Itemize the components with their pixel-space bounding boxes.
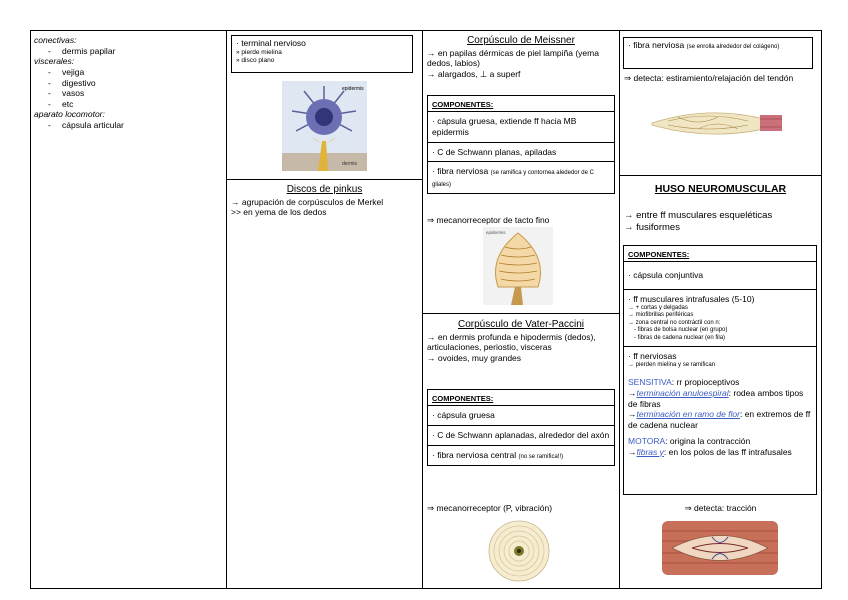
list-item: - dermis papilar: [44, 46, 223, 57]
viscerales-label: viscerales:: [34, 56, 75, 67]
fibras-gamma-text: : en los polos de las ff intrafusales: [663, 447, 792, 457]
ramo-de-flor-text: : en extremos de ff de cadena nuclear: [628, 409, 811, 430]
pacini-section: [427, 319, 615, 363]
fibras-gamma-link[interactable]: fibras γ: [636, 447, 664, 457]
locomotor-label: aparato locomotor:: [34, 109, 105, 120]
huso-line: → entre ff musculares esqueléticas: [624, 210, 773, 222]
pinkus-line: >> en yema de los dedos: [231, 207, 327, 218]
huso-title: HUSO NEUROMUSCULAR: [654, 183, 787, 195]
huso-component-nerves: [624, 347, 816, 462]
huso-intrafusal-note: → zona central no contráctil con n:: [628, 319, 721, 326]
huso-intrafusal-note: - fibras de cadena nuclear (en fila): [634, 334, 726, 341]
viscerales-list: [34, 67, 223, 110]
merkel-disc-line: » disco plano: [236, 56, 275, 64]
pacini-fiber-label: · fibra nerviosa central: [432, 449, 517, 460]
huso-ramo-line: →terminación en ramo de flor: en extremos de ff de cadena nuclear: [628, 409, 811, 430]
pinkus-title: Discos de pinkus: [286, 184, 363, 195]
huso-fibras-line: →fibras γ: en los polos de las ff intrafusales: [628, 447, 792, 457]
conectivas-list: [34, 46, 223, 57]
notes-page: [30, 30, 822, 589]
huso-nerves-label: · ff nerviosas: [628, 351, 677, 362]
column-receptor-locations: [31, 31, 227, 588]
huso-components-heading: COMPONENTES:: [624, 246, 816, 262]
merkel-myelin-line: » pierde mielina: [236, 48, 282, 56]
column-meissner-pacini: [423, 31, 620, 588]
pinkus-section: [231, 184, 418, 218]
meissner-component: · C de Schwann planas, apiladas: [428, 143, 614, 163]
list-item: - cápsula articular: [44, 120, 223, 131]
pacini-detect: ⇒ mecanorreceptor (P, vibración): [427, 503, 553, 513]
merkel-figure-label-epidermis: epidermis: [342, 86, 364, 92]
pacini-title: Corpúsculo de Vater-Paccini: [458, 319, 584, 330]
huso-line: → fusiformes: [624, 222, 680, 233]
pacini-component: [428, 446, 614, 466]
pacini-components-heading: COMPONENTES:: [428, 390, 614, 406]
meissner-section: [427, 35, 615, 79]
meissner-component: [428, 162, 614, 193]
huso-nerves-note: → pierden mielina y se ramifican: [628, 361, 716, 368]
divider: [620, 175, 821, 176]
motora-text: : origina la contracción: [665, 436, 751, 447]
ramo-de-flor-link[interactable]: terminación en ramo de flor: [636, 409, 740, 420]
huso-intrafusal-label: · ff musculares intrafusales (5-10): [628, 294, 755, 304]
huso-intrafusal-note: → + cortas y delgadas: [628, 304, 688, 311]
huso-intrafusal-note: → miofibrillas periféricas: [628, 312, 694, 319]
meissner-components-heading: COMPONENTES:: [428, 96, 614, 112]
pacini-components-box: [427, 389, 615, 466]
meissner-detect: ⇒ mecanorreceptor de tacto fino: [427, 215, 550, 225]
pinkus-line: → agrupación de corpúsculos de Merkel: [231, 196, 384, 207]
golgi-fiber-note: (se enrolla alrededor del colágeno): [686, 44, 780, 50]
meissner-fiber-note: (se ramifica y contornea alededor de C gliales): [432, 170, 594, 188]
motora-label: MOTORA: [628, 436, 666, 447]
anuloespiral-text: : rodea ambos tipos de fibras: [628, 387, 804, 409]
merkel-cell-illustration: [282, 81, 367, 171]
golgi-detect: ⇒ detecta: estiramiento/relajación del tendón: [624, 73, 794, 83]
merkel-figure-label-dermis: dermis: [342, 161, 358, 167]
sensitiva-label: SENSITIVA: [628, 377, 672, 388]
huso-component-intrafusal: [624, 290, 816, 347]
list-item: - digestivo: [44, 78, 223, 89]
column-merkel: [227, 31, 423, 588]
meissner-fiber-label: · fibra nerviosa: [432, 166, 489, 177]
meissner-title: Corpúsculo de Meissner: [467, 35, 575, 46]
pacini-line: → en dermis profunda e hipodermis (dedos), articulaciones, periostio, visceras: [427, 331, 596, 353]
huso-motora-line: [628, 436, 812, 447]
pacini-component: · C de Schwann aplanadas, alrededor del axón: [428, 426, 614, 446]
golgi-tendon-organ-illustration: [648, 103, 784, 143]
pacini-fiber-note: (no se ramifica!!): [518, 453, 564, 460]
huso-components-box: [623, 245, 817, 495]
pacini-corpuscle-illustration: [487, 519, 551, 583]
huso-component: · cápsula conjuntiva: [624, 262, 816, 290]
neuromuscular-spindle-illustration: [662, 517, 778, 579]
meissner-line: → en papilas dérmicas de piel lampiña (yema dedos, labios): [427, 47, 599, 69]
pacini-line: → ovoides, muy grandes: [427, 352, 522, 363]
list-item: - vejiga: [44, 67, 223, 78]
divider: [423, 313, 619, 314]
conectivas-label: conectivas:: [34, 35, 77, 45]
meissner-component: · cápsula gruesa, extiende ff hacia MB epidermis: [428, 112, 614, 142]
locomotor-list: [34, 120, 223, 131]
merkel-terminal-line: · terminal nervioso: [236, 38, 306, 48]
column-golgi-huso: [620, 31, 821, 588]
huso-sensitiva-line: [628, 377, 812, 388]
divider: [227, 179, 422, 180]
huso-intrafusal-note: - fibras de bolsa nuclear (en grupo): [634, 327, 728, 334]
anuloespiral-link[interactable]: terminación anuloespiral: [636, 387, 729, 398]
list-item: - vasos: [44, 88, 223, 99]
meissner-line: → alargados, ⊥ a superf: [427, 68, 521, 79]
meissner-figure-label: epidermis: [486, 230, 506, 235]
golgi-fiber-label: · fibra nerviosa: [628, 40, 685, 50]
huso-section: [624, 183, 817, 234]
list-item: - etc: [44, 99, 223, 110]
meissner-corpuscle-illustration: [483, 227, 553, 305]
golgi-fiber-box: [623, 37, 813, 69]
merkel-terminal-box: [231, 35, 413, 73]
huso-anulo-line: →terminación anuloespiral: rodea ambos tipos de fibras: [628, 387, 804, 409]
sensitiva-text: : rr propioceptivos: [671, 377, 740, 388]
meissner-components-box: [427, 95, 615, 194]
pacini-component: · cápsula gruesa: [428, 406, 614, 426]
huso-detect: ⇒ detecta: tracción: [684, 503, 757, 513]
